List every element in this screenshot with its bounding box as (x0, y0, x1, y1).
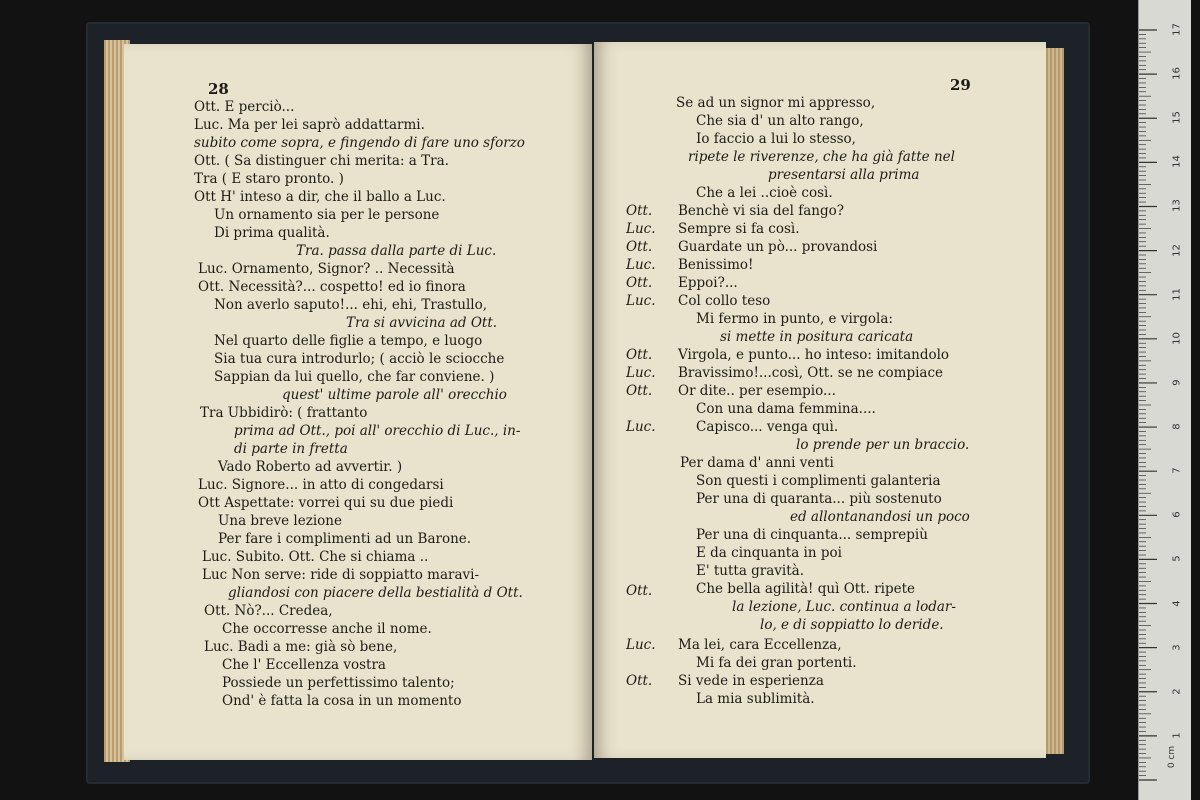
stage-direction: ed allontanandosi un poco (790, 509, 970, 525)
text-line: Luc. Subito. Ott. Che si chiama .. (202, 549, 429, 565)
text-line: Tra ( E staro pronto. ) (194, 171, 344, 187)
text-line: Ott. ( Sa distinguer chi merita: a Tra. (194, 153, 449, 169)
right-page (594, 42, 1046, 758)
text-line: Che bella agilità! quì Ott. ripete (696, 581, 916, 597)
ruler-number: 8 (1171, 423, 1183, 430)
measuring-ruler (1138, 0, 1191, 800)
stage-direction: presentarsi alla prima (768, 167, 920, 183)
text-line: Luc. Ornamento, Signor? .. Necessità (198, 261, 455, 277)
ruler-number: 11 (1171, 287, 1183, 301)
stage-direction: gliandosi con piacere della bestialità d Ott. (228, 585, 523, 601)
ruler-number: 13 (1171, 199, 1183, 213)
text-line: Per una di quaranta... più sostenuto (696, 491, 942, 507)
text-line: Ott Aspettate: vorrei qui su due piedi (198, 495, 454, 511)
text-line: Sempre si fa così. (678, 221, 800, 237)
ruler-number: 2 (1171, 688, 1183, 695)
text-line: Che a lei ..cioè così. (696, 185, 833, 201)
text-line: Luc. Ma per lei saprò addattarmi. (194, 117, 425, 133)
stage-direction: si mette in positura caricata (720, 329, 914, 345)
ruler-number: 9 (1171, 379, 1183, 386)
ruler-number: 7 (1171, 467, 1183, 474)
text-line: Ma lei, cara Eccellenza, (678, 637, 842, 653)
text-line: Ott H' inteso a dir, che il ballo a Luc. (194, 189, 446, 205)
text-line: Mi fermo in punto, e virgola: (696, 311, 893, 327)
speaker-label: Luc. (626, 257, 656, 273)
text-line: Si vede in esperienza (678, 673, 824, 689)
text-line: La mia sublimità. (696, 691, 815, 707)
ruler-number: 6 (1171, 511, 1183, 518)
stage-direction: di parte in fretta (234, 441, 348, 457)
speaker-label: Luc. (626, 293, 656, 309)
stage-direction: quest' ultime parole all' orecchio (282, 387, 507, 403)
text-line: Ott. Necessità?... cospetto! ed io finora (198, 279, 466, 295)
text-line: Or dite.. per esempio... (678, 383, 836, 399)
stage-direction: la lezione, Luc. continua a lodar- (732, 599, 956, 615)
ruler-number: 3 (1171, 643, 1183, 651)
ruler-number: 14 (1171, 155, 1183, 169)
ruler-unit-label: 0 cm (1167, 745, 1178, 769)
left-page (124, 44, 592, 760)
text-line: Possiede un perfettissimo talento; (222, 675, 455, 691)
stage-direction: ripete le riverenze, che ha già fatte nel (688, 149, 955, 165)
text-line: Luc. Badi a me: già sò bene, (204, 639, 398, 655)
text-line: Benissimo! (678, 257, 754, 273)
stage-direction: subito come sopra, e fingendo di fare uno sforzo (194, 135, 525, 151)
page-number: 29 (950, 76, 971, 94)
text-line: Una breve lezione (218, 513, 342, 529)
speaker-label: Ott. (626, 239, 653, 255)
text-line: Luc. Signore... in atto di congedarsi (198, 477, 444, 493)
text-line: Con una dama femmina.... (696, 401, 876, 417)
text-line: Di prima qualità. (214, 225, 330, 241)
text-line: Ott. E perciò... (194, 99, 295, 115)
text-line: Ott. Nò?... Credea, (204, 603, 333, 619)
text-line: E da cinquanta in poi (696, 545, 842, 561)
ruler-number: 10 (1171, 331, 1183, 345)
text-line: Sappian da lui quello, che far conviene. ) (214, 369, 495, 385)
text-line: E' tutta gravità. (696, 563, 805, 579)
speaker-label: Ott. (626, 275, 653, 291)
text-line: Son questi i complimenti galanteria (696, 473, 941, 489)
ruler-number: 12 (1171, 243, 1183, 257)
stage-direction: Tra si avvicina ad Ott. (346, 315, 498, 331)
text-line: Eppoi?... (678, 275, 738, 291)
text-line: Non averlo saputo!... ehi, ehi, Trastullo, (214, 297, 488, 313)
text-line: Che l' Eccellenza vostra (222, 657, 386, 673)
ruler-ticks (1139, 0, 1191, 800)
speaker-label: Luc. (626, 419, 656, 435)
text-line: Mi fa dei gran portenti. (696, 655, 857, 671)
text-line: Per dama d' anni venti (680, 455, 834, 471)
ruler-number: 17 (1171, 23, 1183, 36)
text-line: Sia tua cura introdurlo; ( acciò le sciocche (214, 351, 505, 367)
speaker-label: Ott. (626, 583, 653, 599)
speaker-label: Ott. (626, 383, 653, 399)
text-line: Nel quarto delle figlie a tempo, e luogo (214, 333, 483, 349)
speaker-label: Ott. (626, 673, 653, 689)
text-line: Col collo teso (678, 293, 771, 309)
ruler-number: 1 (1171, 732, 1183, 739)
text-line: Che occorresse anche il nome. (222, 621, 432, 637)
text-line: Virgola, e punto... ho inteso: imitandolo (678, 347, 950, 363)
stage-direction: prima ad Ott., poi all' orecchio di Luc., in- (234, 423, 521, 439)
text-line: Bravissimo!...così, Ott. se ne compiace (678, 365, 944, 381)
speaker-label: Ott. (626, 347, 653, 363)
ruler-number: 5 (1171, 555, 1183, 563)
text-line: Luc Non serve: ride di soppiatto maravi- (202, 567, 480, 583)
text-line: Guardate un pò... provandosi (678, 239, 878, 255)
text-line: Per fare i complimenti ad un Barone. (218, 531, 472, 547)
text-line: Un ornamento sia per le persone (214, 207, 440, 223)
text-line: Che sia d' un alto rango, (696, 113, 864, 129)
ruler-number: 4 (1171, 599, 1183, 607)
speaker-label: Ott. (626, 203, 653, 219)
speaker-label: Luc. (626, 221, 656, 237)
stage-direction: lo prende per un braccio. (796, 437, 970, 453)
text-line: Capisco... venga quì. (696, 419, 839, 435)
text-line: Io faccio a lui lo stesso, (696, 131, 856, 147)
stage-direction: lo, e di soppiatto lo deride. (760, 617, 944, 633)
stage-direction: Tra. passa dalla parte di Luc. (296, 243, 497, 259)
text-line: Vado Roberto ad avvertir. ) (218, 459, 403, 475)
page-number: 28 (208, 80, 229, 98)
text-line: Tra Ubbidirò: ( frattanto (200, 405, 368, 421)
speaker-label: Luc. (626, 637, 656, 653)
ruler-number: 16 (1171, 67, 1183, 80)
text-line: Per una di cinquanta... semprepiù (696, 527, 928, 543)
speaker-label: Luc. (626, 365, 656, 381)
text-line: Ond' è fatta la cosa in un momento (222, 693, 462, 709)
ruler-number: 15 (1171, 111, 1183, 125)
text-line: Se ad un signor mi appresso, (676, 95, 876, 111)
text-line: Benchè vi sia del fango? (678, 203, 844, 219)
